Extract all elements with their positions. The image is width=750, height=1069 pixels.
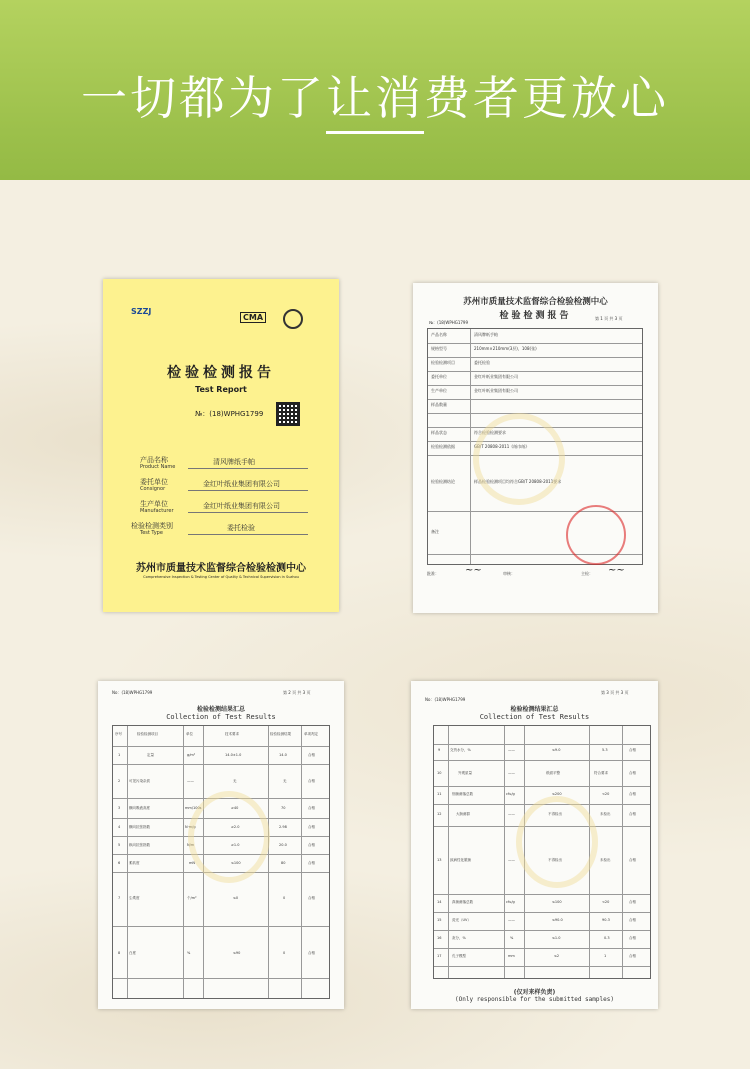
cell: 17 [437, 954, 442, 958]
cell: ≥2.0 [231, 825, 240, 829]
cnas-logo [283, 309, 303, 329]
cell: —— [508, 858, 515, 862]
cell: —— [508, 918, 515, 922]
cell: 合格 [629, 748, 636, 752]
cell: —— [508, 748, 515, 752]
row-label: 委托单位 [431, 374, 447, 379]
cell: ≤0 [233, 896, 239, 900]
cell: ≤200 [552, 792, 562, 796]
cell: 合格 [629, 918, 636, 922]
row-label: 备注 [431, 529, 439, 534]
cell: <20 [602, 792, 610, 796]
field-value: 清风牌纸手帕 [213, 458, 255, 466]
cell: ≤90 [233, 951, 241, 955]
cell: 1 [118, 753, 121, 757]
cell: 80 [281, 861, 286, 865]
watermark-logo [473, 413, 565, 505]
field-value: 金红叶纸业集团有限公司 [203, 502, 280, 510]
cell: 合格 [629, 858, 636, 862]
cell: 0.3 [604, 936, 610, 940]
cell: <20 [602, 900, 610, 904]
cma-logo: CMA [240, 312, 266, 323]
cell: N·m/g [185, 825, 196, 829]
cell: 合格 [629, 936, 636, 940]
cell: 合格 [629, 792, 636, 796]
cell: 14 [437, 900, 442, 904]
cell: 交货水分，% [450, 748, 471, 752]
cell: —— [508, 771, 515, 775]
field-label: 产品名称 [140, 456, 168, 464]
footer-note: (仅对来样负责) [513, 989, 556, 996]
qr-code [276, 402, 300, 426]
sign-label: 批准： [427, 571, 439, 576]
cell: ≥1.0 [231, 843, 240, 847]
signature: ~~ [608, 565, 625, 576]
field-label-en: Test Type [140, 530, 163, 536]
footer-note-en: (Only responsible for the submitted samples) [455, 996, 614, 1003]
cell: cfu/g [506, 792, 515, 796]
header-cell: 检验检测结果 [270, 732, 291, 736]
cell: 14.0 [279, 753, 287, 757]
header-cell: 单项判定 [304, 732, 318, 736]
field-label-en: Consignor [140, 486, 166, 492]
page-number: 第 2 页 共 3 页 [283, 690, 311, 695]
cell: mN [189, 861, 196, 865]
row-value: 金红叶纸业集团有限公司 [474, 374, 518, 379]
cell: 大肠菌群 [456, 812, 470, 816]
cell: 10 [437, 771, 442, 775]
page-number: 第 1 页 共 3 页 [595, 316, 623, 321]
cell: 尘埃度 [129, 896, 140, 900]
header-cell: 检验检测项目 [137, 732, 158, 736]
row-label: 生产单位 [431, 388, 447, 393]
watermark-logo [516, 796, 598, 888]
row-label: 样品数量 [431, 402, 447, 407]
cell: 3 [118, 806, 121, 810]
cell: 纵向抗张指数 [129, 843, 150, 847]
row-value: 委托检验 [474, 360, 490, 365]
row-value: 金红叶纸业集团有限公司 [474, 388, 518, 393]
cell: 0 [283, 951, 286, 955]
cell: 合格 [629, 900, 636, 904]
results-subtitle: Collection of Test Results [166, 713, 276, 721]
cell: ≤1.0 [552, 936, 561, 940]
cell: 定量 [147, 753, 154, 757]
report-cover-document [103, 279, 339, 612]
cell: 9 [438, 748, 441, 752]
cell: ≤2 [554, 954, 560, 958]
cell: 孔子模型 [452, 954, 466, 958]
cell: 灰分，% [452, 936, 466, 940]
signature: ~~ [465, 565, 482, 576]
row-label: 样品状态 [431, 430, 447, 435]
cell: 可见污染杂质 [129, 779, 150, 783]
cell: 柔软度 [129, 861, 140, 865]
row-value: GB/T 20808-2011《纸巾纸》 [474, 444, 530, 449]
cell: % [187, 951, 191, 955]
field-label-en: Product Name [140, 464, 176, 470]
cell: 外观质量 [458, 771, 472, 775]
report-no: No：(18)WPHG1799 [425, 697, 466, 702]
cell: mm/100s [185, 806, 202, 810]
cell: 2.98 [279, 825, 287, 829]
row-label: 检验检测结论 [431, 479, 455, 484]
field-underline [188, 490, 308, 491]
cell: 70 [281, 806, 286, 810]
cell: ≤100 [552, 900, 562, 904]
cover-org-name: 苏州市质量技术监督综合检验检测中心 [136, 563, 306, 574]
cell: —— [508, 812, 515, 816]
header-cell: 技术要求 [225, 732, 239, 736]
report-org: 苏州市质量技术监督综合检验检测中心 [463, 297, 608, 307]
sign-label: 审核： [503, 571, 515, 576]
row-label: 检验检测依据 [431, 444, 455, 449]
header-cell: 序号 [115, 732, 122, 736]
results-page-2 [98, 681, 344, 1009]
field-label: 委托单位 [140, 478, 168, 486]
cell: 合格 [308, 861, 315, 865]
field-label-en: Manufacturer [140, 508, 174, 514]
report-title: 检验检测报告 [499, 311, 572, 321]
cell: mm [508, 954, 515, 958]
cell: ≤100 [231, 861, 241, 865]
cell: 合格 [308, 779, 315, 783]
cell: cfu/g [506, 900, 515, 904]
cell: 未检出 [600, 812, 611, 816]
cover-report-no: №：(18)WPHG1799 [195, 410, 264, 418]
cell: 横向抗张指数 [129, 825, 150, 829]
cell: ≤9.0 [552, 748, 561, 752]
cell: g/m² [187, 753, 196, 757]
cell: —— [187, 779, 194, 783]
cell: 5 [118, 843, 121, 847]
cell: 15 [437, 918, 442, 922]
cover-org-name-en: Comprehensive Inspection & Testing Center of Quality & Technical Supervision in Suzhou [143, 575, 299, 579]
watermark-logo [188, 791, 270, 883]
cell: 合格 [308, 806, 315, 810]
cell: 合格 [629, 812, 636, 816]
row-label: 产品名称 [431, 332, 447, 337]
results-title: 检验检测结果汇总 [196, 706, 245, 713]
header-cell: 单位 [186, 732, 193, 736]
cell: 合格 [308, 825, 315, 829]
cell: 符合要求 [594, 771, 608, 775]
cell: 真菌菌落总数 [452, 900, 473, 904]
cell: 横向吸液高度 [129, 806, 150, 810]
row-value: 210mm×210mm(3层)，108(张) [474, 346, 537, 351]
cell: 0 [283, 896, 286, 900]
cell: ≤90.0 [552, 918, 563, 922]
cover-subtitle: Test Report [195, 385, 247, 394]
cell: 合格 [308, 896, 315, 900]
cell: 6 [118, 861, 121, 865]
report-page-1 [413, 283, 658, 613]
results-subtitle: Collection of Test Results [479, 713, 590, 721]
cell: 11 [437, 792, 442, 796]
results-title: 检验检测结果汇总 [510, 706, 559, 713]
cell: 13 [437, 858, 442, 862]
cell: 个/m² [187, 896, 197, 900]
title-underline [326, 131, 424, 134]
cell: 16 [437, 936, 442, 940]
report-no: №：(18)WPHG1799 [429, 320, 469, 325]
cell: N/m [187, 843, 195, 847]
field-value: 金红叶纸业集团有限公司 [203, 480, 280, 488]
cell: 合格 [308, 951, 315, 955]
cell: % [510, 936, 514, 940]
results-page-3 [411, 681, 658, 1009]
cell: 无 [283, 779, 287, 783]
row-value: 样品检验检测项目均符合GB/T 20808-2011要求 [474, 479, 562, 484]
cell: 合格 [629, 771, 636, 775]
cell: 不得检出 [548, 812, 562, 816]
field-underline [188, 512, 308, 513]
cover-title: 检验检测报告 [167, 365, 275, 381]
cell: 无 [233, 779, 237, 783]
report-no: No：(18)WPHG1799 [112, 690, 153, 695]
sign-label: 主检： [581, 571, 593, 576]
cell: 合格 [629, 954, 636, 958]
cell: 白度 [129, 951, 136, 955]
cell: 合格 [308, 753, 315, 757]
page-title: 一切都为了让消费者更放心 [81, 71, 669, 125]
page-number: 第 3 页 共 3 页 [601, 690, 629, 695]
cell: 8 [118, 951, 121, 955]
cell: 不得检出 [548, 858, 562, 862]
cell: 4 [118, 825, 121, 829]
field-value: 委托检验 [227, 524, 255, 532]
cell: 致病性化脓菌 [450, 858, 471, 862]
field-label: 生产单位 [140, 500, 168, 508]
row-label: 规格型号 [431, 346, 447, 351]
cell: 1 [604, 954, 607, 958]
cell: 纸面平整 [546, 771, 560, 775]
cell: 20.0 [279, 843, 287, 847]
cell: 90.3 [602, 918, 610, 922]
row-value: 清风牌纸手帕 [474, 332, 498, 337]
cell: 合格 [308, 843, 315, 847]
cell: 荧光（UV） [452, 918, 471, 922]
field-underline [188, 534, 308, 535]
red-seal-stamp [566, 505, 626, 565]
cell: 7 [118, 896, 121, 900]
cell: 细菌菌落总数 [452, 792, 473, 796]
field-underline [188, 468, 308, 469]
szzj-logo: SZZJ [131, 307, 152, 316]
cell: 未检出 [600, 858, 611, 862]
cell: 2 [118, 779, 121, 783]
cell: 14.0±1.0 [225, 753, 242, 757]
cell: 5.3 [602, 748, 608, 752]
row-value: 符合检验检测要求 [474, 430, 506, 435]
row-label: 检验检测项目 [431, 360, 455, 365]
cell: 12 [437, 812, 442, 816]
cell: ≥40 [231, 806, 239, 810]
field-label: 检验检测类别 [131, 522, 173, 530]
